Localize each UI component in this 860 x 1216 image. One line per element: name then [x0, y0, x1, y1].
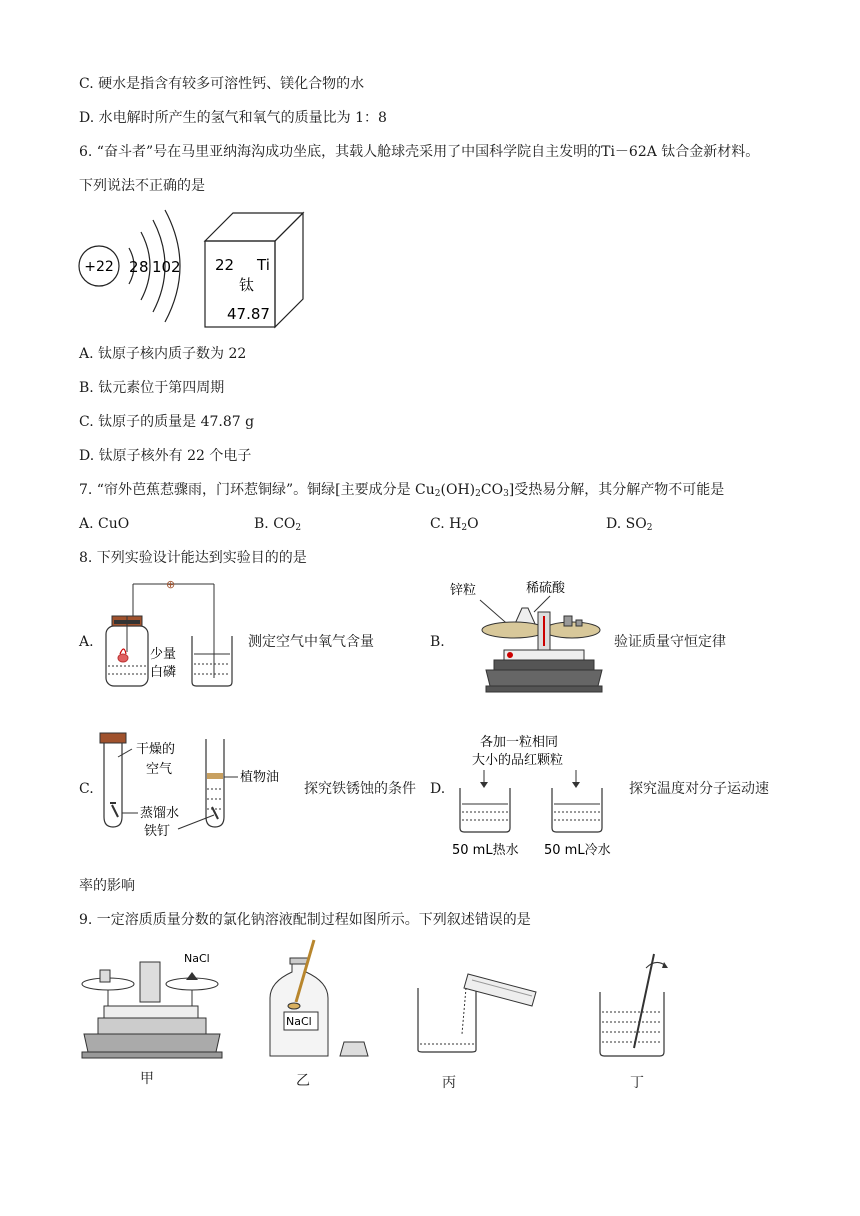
q6-option-a: A. 钛原子核内质子数为 22: [79, 346, 247, 362]
q8-c-test-tubes: [94, 733, 294, 843]
q8-option-c-text: 探究铁锈蚀的条件: [304, 781, 416, 797]
q8-a-apparatus: [96, 578, 246, 692]
element-name: 钛: [239, 276, 255, 294]
q8-option-b-label: B.: [430, 634, 445, 650]
q8-c-label-water: 蒸馏水: [140, 806, 180, 821]
q8-option-d-text-cont: 率的影响: [79, 878, 135, 894]
q9-label-bing: 丙: [442, 1075, 456, 1091]
shell-3: 10: [152, 258, 172, 276]
atomic-mass: 47.87: [227, 305, 270, 323]
nucleus-charge: +22: [84, 259, 114, 275]
q9-figure-ding-stirring: [596, 950, 676, 1060]
q8-option-c-label: C.: [79, 781, 94, 797]
svg-text:NaCl: NaCl: [184, 952, 210, 965]
q8-stem: 8. 下列实验设计能达到实验目的的是: [79, 550, 307, 566]
q8-c-label-nail: 铁钉: [144, 824, 171, 839]
q9-label-yi: 乙: [296, 1073, 310, 1089]
q8-d-label-add-2: 大小的品红颗粒: [472, 753, 564, 768]
q7-stem: 7. “帘外芭蕉惹骤雨，门环惹铜绿”。铜绿[主要成分是 $Cu_2(OH)_2CO_3$]受热易分解，其分解产物不可能是: [79, 482, 725, 499]
shell-1: 2: [129, 258, 139, 276]
element-symbol: Ti: [257, 256, 270, 274]
q6-option-b: B. 钛元素位于第四周期: [79, 380, 225, 396]
q7-option-a: A. CuO: [79, 516, 130, 532]
q7-option-c: C. $H_2O$: [430, 516, 479, 533]
ti-element-cube: [205, 213, 305, 328]
atomic-number: 22: [215, 256, 235, 274]
q8-d-beakers: [450, 732, 630, 862]
q8-option-d-text: 探究温度对分子运动速: [629, 781, 769, 797]
svg-text:⊕: ⊕: [166, 578, 176, 591]
q8-c-label-air: 空气: [146, 762, 173, 777]
q6-stem-line1: 6. “奋斗者”号在马里亚纳海沟成功坐底，其载人舱球壳采用了中国科学院自主发明的Ti－62A 钛合金新材料。: [79, 144, 760, 160]
q8-option-a-text: 测定空气中氧气含量: [248, 634, 374, 650]
ti-atom-structure-diagram: [75, 208, 195, 318]
q9-label-ding: 丁: [630, 1075, 644, 1091]
q6-stem-line2: 下列说法不正确的是: [79, 178, 205, 194]
q8-b-label-acid: 稀硫酸: [526, 581, 566, 596]
q8-option-b-text: 验证质量守恒定律: [614, 634, 726, 650]
q6-option-c: C. 钛原子的质量是 47.87 g: [79, 414, 255, 430]
q9-stem: 9. 一定溶质质量分数的氯化钠溶液配制过程如图所示。下列叙述错误的是: [79, 912, 531, 928]
q8-a-label-phosphorus-2: 白磷: [150, 665, 177, 680]
q8-d-label-add-1: 各加一粒相同: [480, 735, 559, 750]
q8-c-label-oil: 植物油: [240, 770, 280, 785]
q8-option-d-label: D.: [430, 781, 446, 797]
q6-option-d: D. 钛原子核外有 22 个电子: [79, 448, 252, 464]
q8-a-label-phosphorus-1: 少量: [150, 647, 177, 662]
q9-figure-bing-pouring: [412, 954, 542, 1054]
q9-label-jia: 甲: [140, 1071, 154, 1087]
shell-4: 2: [171, 258, 181, 276]
q7-option-d: D. $SO_2$: [606, 516, 653, 533]
q8-option-a-label: A.: [79, 634, 94, 650]
q9-figure-yi-bottle: [262, 938, 382, 1058]
q7-option-b: B. $CO_2$: [254, 516, 302, 533]
shell-2: 8: [139, 258, 149, 276]
q8-c-label-dry: 干燥的: [136, 742, 176, 757]
q5-option-d: D. 水电解时所产生的氢气和氧气的质量比为 1：8: [79, 110, 387, 126]
q8-b-label-zinc: 锌粒: [450, 583, 477, 598]
q8-d-label-hot: 50 mL热水: [452, 843, 519, 858]
q5-option-c: C. 硬水是指含有较多可溶性钙、镁化合物的水: [79, 76, 365, 92]
q8-b-balance: [450, 580, 610, 700]
q9-figure-jia-balance: [78, 948, 228, 1068]
svg-text:NaCl: NaCl: [286, 1015, 312, 1028]
q8-d-label-cold: 50 mL冷水: [544, 843, 611, 858]
